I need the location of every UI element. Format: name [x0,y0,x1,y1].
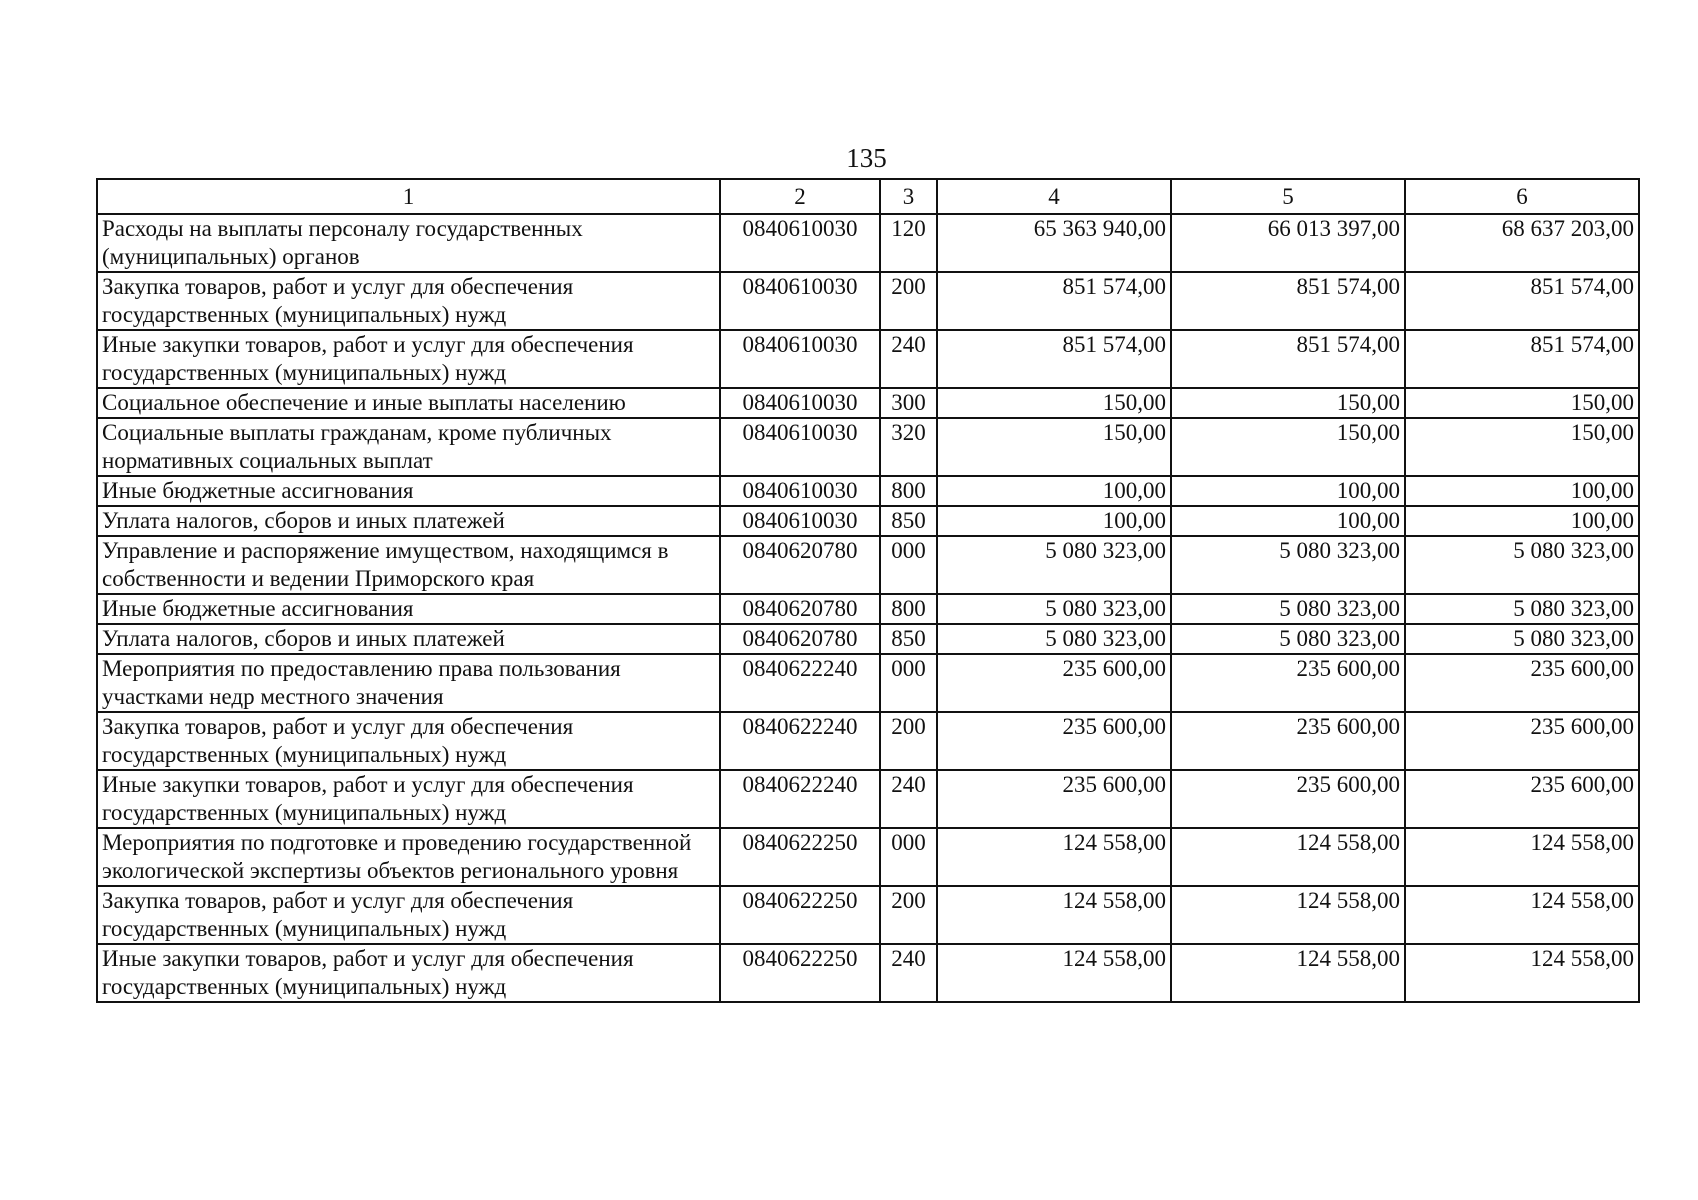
table-row [97,330,1639,388]
row-amount-col6-cell: 5 080 323,00 [1405,594,1639,624]
row-code-cell: 0840622240 [720,770,880,828]
row-amount-col4-cell: 235 600,00 [937,654,1171,712]
row-code-cell: 0840620780 [720,536,880,594]
row-amount-col5-cell: 5 080 323,00 [1171,536,1405,594]
row-expense-type-cell: 240 [880,944,937,1002]
row-amount-col4-cell: 150,00 [937,388,1171,418]
row-name-cell: Закупка товаров, работ и услуг для обеспечения государственных (муниципальных) нужд [97,272,720,330]
row-expense-type-cell: 200 [880,272,937,330]
row-amount-col5-cell: 100,00 [1171,506,1405,536]
row-name-cell: Расходы на выплаты персоналу государственных (муниципальных) органов [97,214,720,272]
row-amount-col6-cell: 68 637 203,00 [1405,214,1639,272]
row-expense-type-cell: 200 [880,886,937,944]
row-amount-col4-cell: 235 600,00 [937,770,1171,828]
table-row [97,476,1639,506]
row-name-cell: Уплата налогов, сборов и иных платежей [97,506,720,536]
row-name-cell: Иные бюджетные ассигнования [97,476,720,506]
row-amount-col5-cell: 100,00 [1171,476,1405,506]
column-header-6: 6 [1405,179,1639,214]
table-row [97,418,1639,476]
row-amount-col6-cell: 235 600,00 [1405,654,1639,712]
row-amount-col5-cell: 124 558,00 [1171,828,1405,886]
column-header-2: 2 [720,179,880,214]
row-amount-col6-cell: 5 080 323,00 [1405,536,1639,594]
row-amount-col5-cell: 851 574,00 [1171,272,1405,330]
row-code-cell: 0840622250 [720,828,880,886]
row-name-cell: Социальные выплаты гражданам, кроме публичных нормативных социальных выплат [97,418,720,476]
row-amount-col6-cell: 851 574,00 [1405,330,1639,388]
row-amount-col4-cell: 150,00 [937,418,1171,476]
row-amount-col4-cell: 5 080 323,00 [937,594,1171,624]
row-code-cell: 0840622250 [720,886,880,944]
table-row [97,388,1639,418]
row-code-cell: 0840610030 [720,272,880,330]
row-code-cell: 0840610030 [720,418,880,476]
row-amount-col5-cell: 66 013 397,00 [1171,214,1405,272]
table-row [97,536,1639,594]
row-name-cell: Закупка товаров, работ и услуг для обеспечения государственных (муниципальных) нужд [97,712,720,770]
row-code-cell: 0840610030 [720,330,880,388]
row-expense-type-cell: 120 [880,214,937,272]
row-name-cell: Иные закупки товаров, работ и услуг для обеспечения государственных (муниципальных) нужд [97,944,720,1002]
row-expense-type-cell: 800 [880,476,937,506]
column-header-5: 5 [1171,179,1405,214]
row-name-cell: Управление и распоряжение имуществом, находящимся в собственности и ведении Приморского края [97,536,720,594]
row-amount-col5-cell: 124 558,00 [1171,944,1405,1002]
row-expense-type-cell: 240 [880,770,937,828]
row-amount-col4-cell: 100,00 [937,476,1171,506]
row-amount-col6-cell: 150,00 [1405,388,1639,418]
row-amount-col5-cell: 124 558,00 [1171,886,1405,944]
budget-table [96,178,1640,1003]
row-expense-type-cell: 800 [880,594,937,624]
row-code-cell: 0840610030 [720,506,880,536]
row-amount-col4-cell: 235 600,00 [937,712,1171,770]
table-row [97,886,1639,944]
row-name-cell: Закупка товаров, работ и услуг для обеспечения государственных (муниципальных) нужд [97,886,720,944]
row-name-cell: Иные закупки товаров, работ и услуг для обеспечения государственных (муниципальных) нужд [97,330,720,388]
row-amount-col6-cell: 124 558,00 [1405,828,1639,886]
row-amount-col6-cell: 100,00 [1405,476,1639,506]
row-code-cell: 0840610030 [720,214,880,272]
row-expense-type-cell: 320 [880,418,937,476]
row-code-cell: 0840620780 [720,624,880,654]
table-header-row [97,179,1639,214]
row-amount-col6-cell: 851 574,00 [1405,272,1639,330]
column-header-4: 4 [937,179,1171,214]
row-amount-col4-cell: 851 574,00 [937,272,1171,330]
row-amount-col5-cell: 235 600,00 [1171,712,1405,770]
row-expense-type-cell: 000 [880,828,937,886]
row-amount-col6-cell: 235 600,00 [1405,712,1639,770]
table-row [97,624,1639,654]
row-amount-col5-cell: 5 080 323,00 [1171,594,1405,624]
row-expense-type-cell: 200 [880,712,937,770]
row-name-cell: Мероприятия по подготовке и проведению государственной экологической экспертизы объектов регионального уровня [97,828,720,886]
table-row [97,654,1639,712]
row-amount-col4-cell: 5 080 323,00 [937,624,1171,654]
row-amount-col4-cell: 851 574,00 [937,330,1171,388]
row-amount-col6-cell: 235 600,00 [1405,770,1639,828]
row-amount-col5-cell: 851 574,00 [1171,330,1405,388]
row-amount-col6-cell: 150,00 [1405,418,1639,476]
table-row [97,712,1639,770]
row-code-cell: 0840610030 [720,476,880,506]
row-code-cell: 0840622250 [720,944,880,1002]
column-header-3: 3 [880,179,937,214]
row-amount-col5-cell: 5 080 323,00 [1171,624,1405,654]
row-code-cell: 0840622240 [720,654,880,712]
row-name-cell: Уплата налогов, сборов и иных платежей [97,624,720,654]
table-row [97,272,1639,330]
row-expense-type-cell: 240 [880,330,937,388]
row-code-cell: 0840610030 [720,388,880,418]
row-amount-col5-cell: 150,00 [1171,388,1405,418]
row-amount-col5-cell: 150,00 [1171,418,1405,476]
row-amount-col4-cell: 100,00 [937,506,1171,536]
column-header-1: 1 [97,179,720,214]
row-code-cell: 0840622240 [720,712,880,770]
row-name-cell: Социальное обеспечение и иные выплаты населению [97,388,720,418]
row-amount-col4-cell: 124 558,00 [937,944,1171,1002]
row-expense-type-cell: 850 [880,506,937,536]
row-amount-col5-cell: 235 600,00 [1171,770,1405,828]
table-row [97,828,1639,886]
table-body [97,214,1639,1002]
table-row [97,506,1639,536]
row-expense-type-cell: 000 [880,536,937,594]
table-row [97,944,1639,1002]
row-expense-type-cell: 850 [880,624,937,654]
row-amount-col4-cell: 5 080 323,00 [937,536,1171,594]
row-amount-col6-cell: 5 080 323,00 [1405,624,1639,654]
row-amount-col6-cell: 100,00 [1405,506,1639,536]
page-number: 135 [846,143,887,173]
row-name-cell: Иные закупки товаров, работ и услуг для обеспечения государственных (муниципальных) нужд [97,770,720,828]
row-code-cell: 0840620780 [720,594,880,624]
row-name-cell: Мероприятия по предоставлению права пользования участками недр местного значения [97,654,720,712]
row-amount-col6-cell: 124 558,00 [1405,944,1639,1002]
table-row [97,214,1639,272]
row-amount-col4-cell: 124 558,00 [937,828,1171,886]
table-row [97,770,1639,828]
row-amount-col5-cell: 235 600,00 [1171,654,1405,712]
table-row [97,594,1639,624]
row-expense-type-cell: 000 [880,654,937,712]
row-expense-type-cell: 300 [880,388,937,418]
row-amount-col4-cell: 65 363 940,00 [937,214,1171,272]
row-amount-col4-cell: 124 558,00 [937,886,1171,944]
row-amount-col6-cell: 124 558,00 [1405,886,1639,944]
row-name-cell: Иные бюджетные ассигнования [97,594,720,624]
